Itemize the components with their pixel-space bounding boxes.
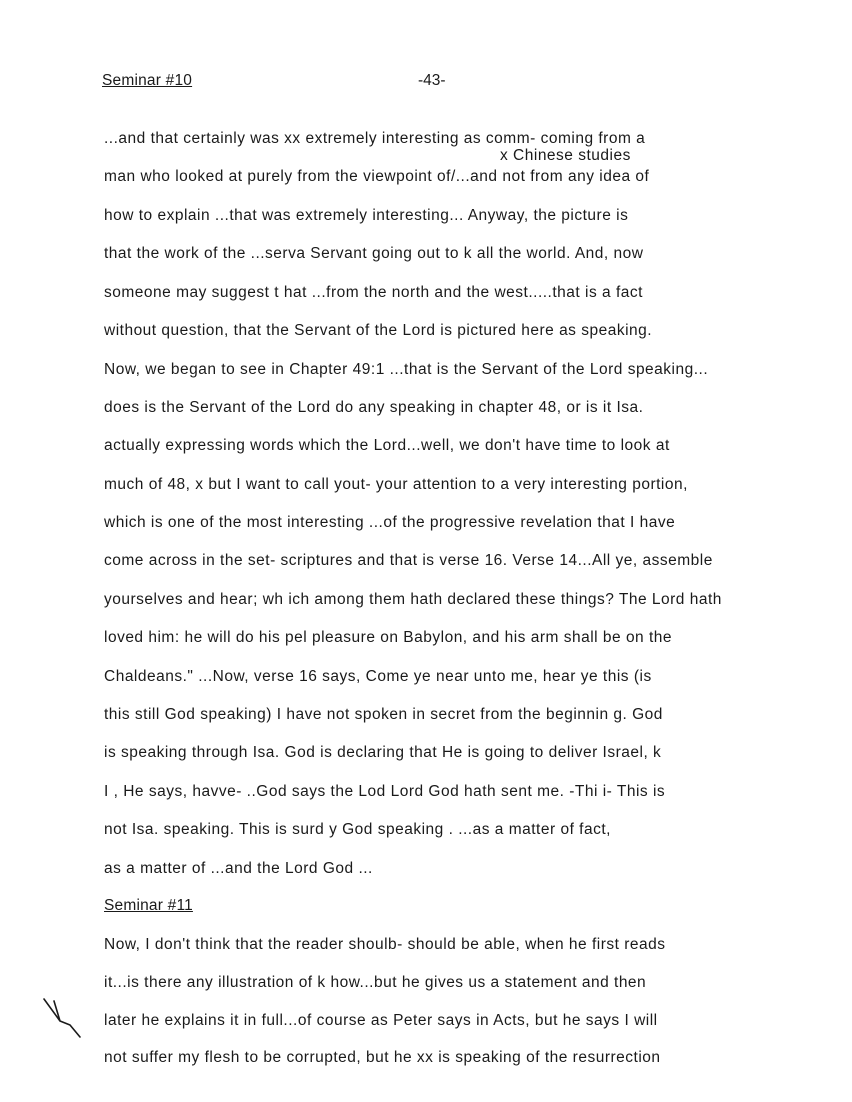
text-line: someone may suggest t hat ...from the north and the west.....that is a fact (104, 284, 643, 301)
text-line: loved him: he will do his pel pleasure on Babylon, and his arm shall be on the (104, 629, 673, 646)
text-line: Chaldeans." ...Now, verse 16 says, Come ye near unto me, hear ye this (is (104, 668, 652, 685)
text-line: later he explains it in full...of course as Peter says in Acts, but he says I will (104, 1012, 658, 1029)
text-line: Now, we began to see in Chapter 49:1 ...that is the Servant of the Lord speaking... (104, 361, 709, 378)
interlinear-insertion: x Chinese studies (500, 147, 631, 164)
text-line: much of 48, x but I want to call yout- your attention to a very interesting portion, (104, 476, 688, 493)
text-line: without question, that the Servant of the Lord is pictured here as speaking. (104, 322, 653, 339)
page-number: -43- (418, 72, 446, 89)
section-heading: Seminar #11 (104, 897, 193, 914)
text-line: that the work of the ...serva Servant going out to k all the world. And, now (104, 245, 644, 262)
text-line: I , He says, havve- ..God says the Lod Lord God hath sent me. -Thi i- This is (104, 783, 666, 800)
text-line: ...and that certainly was xx extremely interesting as comm- coming from a (104, 130, 646, 147)
text-line: as a matter of ...and the Lord God ... (104, 860, 373, 877)
text-line: Now, I don't think that the reader shoulb- should be able, when he first reads (104, 936, 666, 953)
text-line: which is one of the most interesting ...of the progressive revelation that I have (104, 514, 676, 531)
text-line: it...is there any illustration of k how...but he gives us a statement and then (104, 974, 647, 991)
margin-check-mark-icon (40, 995, 84, 1039)
text-line: come across in the set- scriptures and that is verse 16. Verse 14...All ye, assemble (104, 552, 713, 569)
text-line: actually expressing words which the Lord...well, we don't have time to look at (104, 437, 670, 454)
text-line: this still God speaking) I have not spoken in secret from the beginnin g. God (104, 706, 663, 723)
text-line: not suffer my flesh to be corrupted, but he xx is speaking of the resurrection (104, 1049, 661, 1066)
text-line: is speaking through Isa. God is declaring that He is going to deliver Israel, k (104, 744, 662, 761)
text-line: not Isa. speaking. This is surd y God speaking . ...as a matter of fact, (104, 821, 611, 838)
text-line: how to explain ...that was extremely interesting... Anyway, the picture is (104, 207, 629, 224)
text-line: does is the Servant of the Lord do any speaking in chapter 48, or is it Isa. (104, 399, 644, 416)
text-line: man who looked at purely from the viewpoint of/...and not from any idea of (104, 168, 650, 185)
text-line: yourselves and hear; wh ich among them hath declared these things? The Lord hath (104, 591, 722, 608)
seminar-header: Seminar #10 (102, 72, 193, 89)
